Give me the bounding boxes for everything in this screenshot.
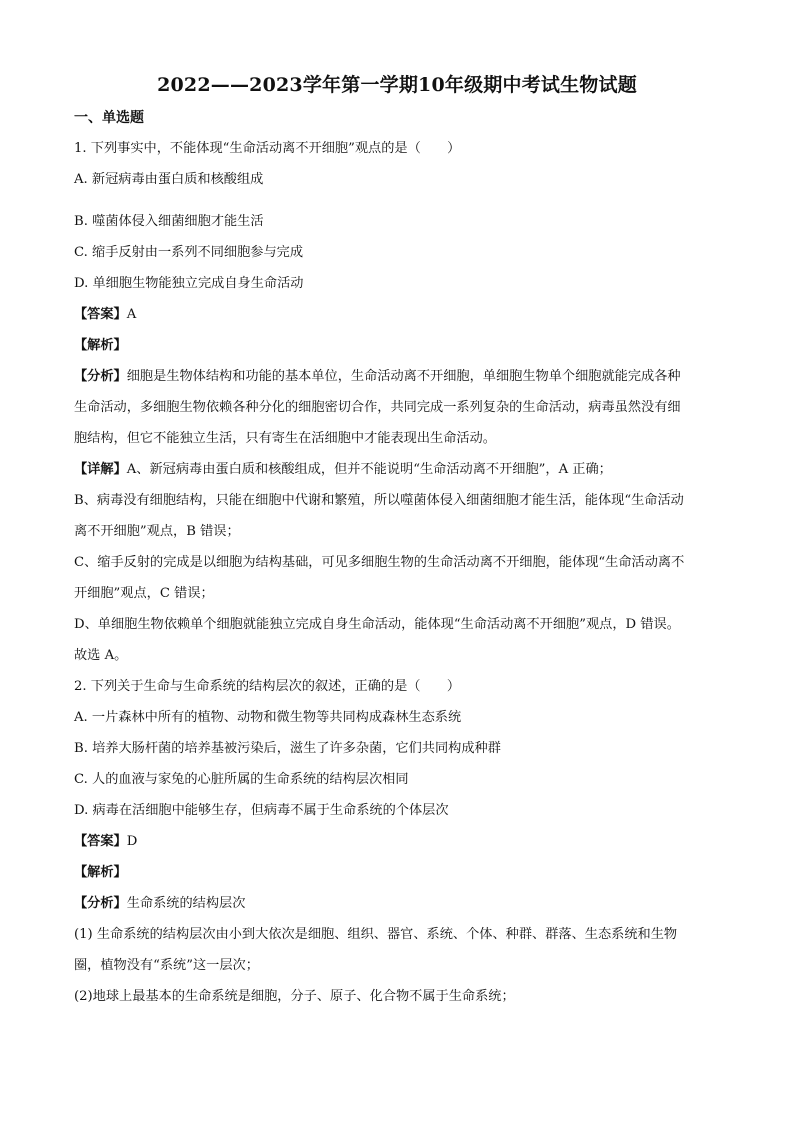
question-2-fenxi-line-1 [74, 894, 728, 914]
question-1-fenxi-line-3: 胞结构，但它不能独立生活，只有寄生在活细胞中才能表现出生命活动。 [74, 431, 496, 446]
question-2-option-d: D. 病毒在活细胞中能够生存，但病毒不属于生命系统的个体层次 [74, 803, 449, 818]
question-1-option-c: C. 缩手反射由一系列不同细胞参与完成 [74, 245, 304, 260]
xiangjie-text: A、新冠病毒由蛋白质和核酸组成，但并不能说明“生命活动离不开细胞”，A 正确； [126, 462, 612, 477]
fenxi-tag: 【分析】 [74, 896, 127, 911]
question-1-fenxi-line-2: 生命活动，多细胞生物依赖各种分化的细胞密切合作，共同完成一系列复杂的生命活动，病毒虽然没有细 [74, 400, 681, 415]
question-2-option-b: B. 培养大肠杆菌的培养基被污染后，滋生了许多杂菌，它们共同构成种群 [74, 741, 501, 756]
question-1-option-a: A. 新冠病毒由蛋白质和核酸组成 [74, 172, 264, 187]
xiangjie-tag: 【详解】 [74, 462, 127, 477]
question-1-xiangjie-line-7: 故选 A。 [74, 648, 128, 663]
analysis-tag: 【解析】 [74, 865, 127, 880]
question-2-option-a: A. 一片森林中所有的植物、动物和微生物等共同构成森林生态系统 [74, 710, 462, 725]
fenxi-text: 细胞是生物体结构和功能的基本单位，生命活动离不开细胞，单细胞生物单个细胞就能完成各种 [126, 369, 681, 384]
question-1-stem: 1. 下列事实中，不能体现“生命活动离不开细胞”观点的是（ ） [74, 141, 461, 156]
section-heading: 一、单选题 [74, 110, 144, 126]
question-2-stem: 2. 下列关于生命与生命系统的结构层次的叙述，正确的是（ ） [74, 679, 461, 694]
question-2-fenxi-line-3: 圈，植物没有“系统”这一层次； [74, 958, 259, 973]
answer-value: D [126, 834, 138, 849]
question-1-xiangjie-line-2: B、病毒没有细胞结构，只能在细胞中代谢和繁殖，所以噬菌体侵入细菌细胞才能生活，能体现“生命活动 [74, 493, 684, 508]
question-1-option-b: B. 噬菌体侵入细菌细胞才能生活 [74, 214, 264, 229]
question-1-xiangjie-line-6: D、单细胞生物依赖单个细胞就能独立完成自身生命活动，能体现“生命活动离不开细胞”观点，D 错误。 [74, 617, 680, 632]
answer-tag: 【答案】 [74, 307, 127, 322]
question-1-xiangjie-line-1 [74, 460, 728, 480]
question-1-xiangjie-line-3: 离不开细胞”观点，B 错误； [74, 524, 240, 539]
question-1-option-d: D. 单细胞生物能独立完成自身生命活动 [74, 276, 304, 291]
analysis-tag: 【解析】 [74, 338, 127, 353]
question-1-answer [74, 305, 728, 325]
question-2-fenxi-line-2: (1) 生命系统的结构层次由小到大依次是细胞、组织、器官、系统、个体、种群、群落、生态系统和生物 [74, 927, 678, 942]
fenxi-text: 生命系统的结构层次 [126, 896, 246, 911]
question-1-fenxi-line-1 [74, 367, 728, 387]
page-title: 2022——2023学年第一学期10年级期中考试生物试题 [157, 74, 637, 96]
answer-value: A [126, 307, 137, 322]
question-2-answer [74, 832, 728, 852]
question-1-xiangjie-line-5: 开细胞”观点，C 错误； [74, 586, 214, 601]
question-2-fenxi-line-4: (2)地球上最基本的生命系统是细胞，分子、原子、化合物不属于生命系统； [74, 989, 515, 1004]
question-2-option-c: C. 人的血液与家兔的心脏所属的生命系统的结构层次相同 [74, 772, 409, 787]
answer-tag: 【答案】 [74, 834, 127, 849]
fenxi-tag: 【分析】 [74, 369, 127, 384]
question-1-xiangjie-line-4: C、缩手反射的完成是以细胞为结构基础，可见多细胞生物的生命活动离不开细胞，能体现“生命活动离不 [74, 555, 685, 570]
